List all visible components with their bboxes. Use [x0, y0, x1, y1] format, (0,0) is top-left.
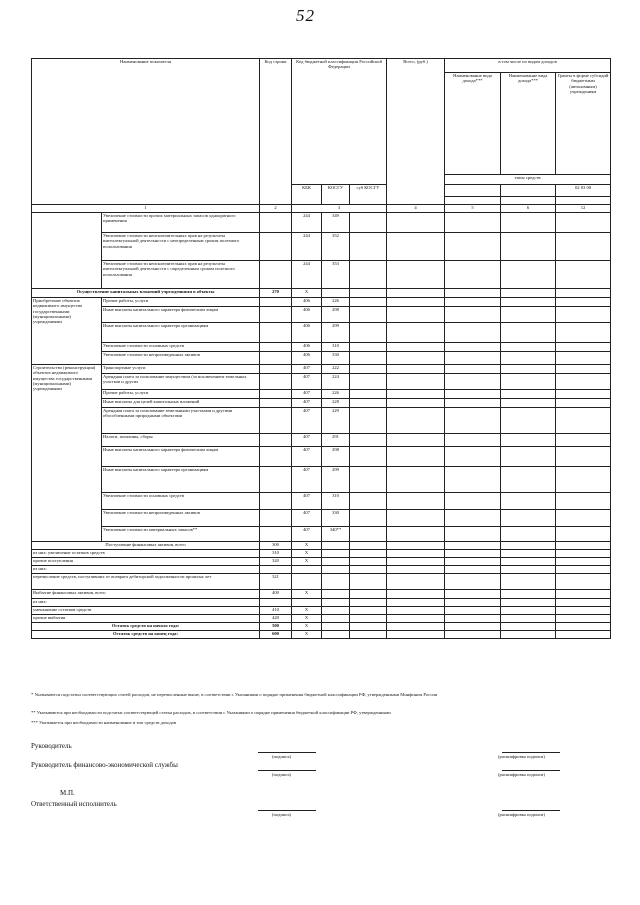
row-name: Увеличение стоимости неисключительных прав на результаты интеллектуальной деятельности с определенным сроком полезного использования [102, 261, 260, 289]
head-label: Руководитель [31, 742, 72, 750]
col-num-6: 6 [501, 205, 556, 213]
income-type-2: Наименование вида дохода*** [501, 73, 556, 175]
row-name: Иные выплаты капитального характера физическим лицам [102, 447, 260, 467]
col-total-header: Всего, (руб.) [387, 59, 445, 205]
row-name: из них: [32, 566, 260, 574]
col-num-3: 3 [292, 205, 387, 213]
row-kbr: X [292, 550, 322, 558]
col-code-header: Код строки [260, 59, 292, 205]
income-grants: Гранты в форме субсидий бюджетным (автономным) учреждениям [556, 73, 611, 175]
row-kbr: 407 [292, 447, 322, 467]
type-code: 02 03 00 [556, 185, 611, 197]
row-kbr: 407 [292, 434, 322, 447]
row-name: Налоги, пошлины, сборы [102, 434, 260, 447]
row-name: Увеличение стоимости материальных запасов** [102, 527, 260, 542]
row-code: 310 [260, 550, 292, 558]
row-name: перечисление средств, поступивших от возврата дебиторской задолженности прошлых лет [32, 574, 260, 590]
row-kbr: 407 [292, 408, 322, 434]
sign-caption: (подпись) [272, 772, 292, 777]
row-kbr: 406 [292, 352, 322, 365]
row-kosgu: 298 [322, 447, 350, 467]
row-kbr: X [292, 542, 322, 550]
row-kosgu: 349 [322, 213, 350, 233]
row-name: Увеличение стоимости неисключительных прав на результаты интеллектуальной деятельности с неопределенным сроком полезного использования [102, 233, 260, 261]
row-code: 320 [260, 558, 292, 566]
row-name: Арендная плата за пользование земельными участками и другими обособленными природными объектами [102, 408, 260, 434]
col-indicator-header: Наименование показателя [32, 59, 260, 205]
row-code: 500 [260, 623, 292, 631]
decode-line [502, 752, 560, 753]
budget-table [31, 58, 611, 639]
stamp-label: М.П. [60, 789, 75, 797]
row-kbr: 244 [292, 261, 322, 289]
row-kbr: X [292, 590, 322, 599]
fin-head-label: Руководитель финансово-экономической службы [31, 761, 178, 769]
col-num-1: 1 [32, 205, 260, 213]
row-name: Поступление финансовых активов, всего [32, 542, 260, 550]
row-kbr: 407 [292, 390, 322, 399]
blank-cell [556, 197, 611, 205]
col-num-2: 2 [260, 205, 292, 213]
signature-line [258, 810, 316, 811]
row-name: Прочие работы, услуги [102, 390, 260, 399]
type-cell [445, 185, 501, 197]
group-label-construction: Строительство (реконструкция) объектов недвижимого имущества государственными (муниципальными) учреждениями [32, 365, 102, 542]
row-kbr: X [292, 631, 322, 639]
row-kosgu: 330 [322, 510, 350, 527]
row-code: 410 [260, 607, 292, 615]
income-type-1: Наименование вида дохода*** [445, 73, 501, 175]
row-kosgu: 226 [322, 390, 350, 399]
row-name: Иные выплаты для целей капитальных вложений [102, 399, 260, 408]
row-kosgu: 291 [322, 434, 350, 447]
row-kbr: 407 [292, 365, 322, 374]
row-kosgu: 226 [322, 298, 350, 307]
type-cell [501, 185, 556, 197]
row-name: Иные выплаты капитального характера организациям [102, 323, 260, 343]
row-kosgu: 229 [322, 408, 350, 434]
executor-label: Ответственный исполнитель [31, 800, 117, 808]
row-kosgu: 353 [322, 261, 350, 289]
row-code: 400 [260, 590, 292, 599]
row-kbr: 406 [292, 343, 322, 352]
row-name: из них: [32, 599, 260, 607]
decode-line [502, 810, 560, 811]
types-label: типы средств [445, 175, 611, 185]
row-name: Увеличение стоимости основных средств [102, 343, 260, 352]
blank-cell [445, 197, 501, 205]
row-kosgu: 330 [322, 352, 350, 365]
col-num-12: 12 [556, 205, 611, 213]
row-name: уменьшение остатков средств [32, 607, 260, 615]
row-name: Увеличение стоимости непроизведенных активов [102, 510, 260, 527]
row-kbr: 407 [292, 467, 322, 493]
row-kosgu: 228 [322, 399, 350, 408]
group-label-acquisition: Приобретение объектов недвижимого имущества государственными (муниципальными) учреждениями [32, 298, 102, 365]
row-kosgu: 298 [322, 307, 350, 323]
kosgu-header: КОСГУ [322, 185, 350, 205]
row-kbr: 244 [292, 213, 322, 233]
row-code: 321 [260, 574, 292, 590]
row-kbr: X [292, 289, 322, 298]
row-name: Иные выплаты капитального характера организациям [102, 467, 260, 493]
row-name: Иные выплаты капитального характера физическим лицам [102, 307, 260, 323]
row-kbr: X [292, 558, 322, 566]
row-kosgu: 299 [322, 323, 350, 343]
row-name: из них: увеличение остатков средств [32, 550, 260, 558]
row-kosgu: 222 [322, 365, 350, 374]
signature-line [258, 752, 316, 753]
row-kosgu: 352 [322, 233, 350, 261]
decode-caption: (расшифровка подписи) [498, 812, 545, 817]
row-name: прочие поступления [32, 558, 260, 566]
group-cell [32, 213, 102, 289]
footnote-2: ** Указываются при необходимости подстатьи соответствующей статьи расходов, в соответствии с Указаниями о порядке применения бюджетной классификации РФ, утвержденными [31, 710, 391, 715]
row-name: Увеличение стоимости основных средств [102, 493, 260, 510]
decode-caption: (расшифровка подписи) [498, 772, 545, 777]
row-kbr: 407 [292, 527, 322, 542]
kbr-header: КБК [292, 185, 322, 205]
row-kbr: 407 [292, 493, 322, 510]
sign-caption: (подпись) [272, 812, 292, 817]
incl-header: в том числе по видам доходов [445, 59, 611, 73]
row-kosgu: 310 [322, 343, 350, 352]
row-kbr: 407 [292, 374, 322, 390]
row-kbr: 407 [292, 510, 322, 527]
row-name: прочие выбытия [32, 615, 260, 623]
row-name: Осуществление капитальных вложений учреждениями в объекты [32, 289, 260, 298]
row-name: Арендная плата за пользование имуществом (за исключением земельных участков и других [102, 374, 260, 390]
row-kbr: X [292, 615, 322, 623]
subkosgu-header: суб КОСГУ [350, 185, 387, 205]
row-kbr: X [292, 607, 322, 615]
row-name: Увеличение стоимости прочих материальных запасов однократного применения [102, 213, 260, 233]
row-kosgu: 340** [322, 527, 350, 542]
row-kosgu: 224 [322, 374, 350, 390]
row-code: 270 [260, 289, 292, 298]
decode-line [502, 770, 560, 771]
col-num-5: 5 [445, 205, 501, 213]
col-bcc-header: Код бюджетной классификации Российской Федерации [292, 59, 387, 185]
sign-caption: (подпись) [272, 754, 292, 759]
row-name: Увеличение стоимости непроизведенных активов [102, 352, 260, 365]
row-kbr: 244 [292, 233, 322, 261]
col-num-4: 4 [387, 205, 445, 213]
row-code: 300 [260, 542, 292, 550]
row-kbr: 406 [292, 307, 322, 323]
row-kbr: 406 [292, 323, 322, 343]
row-name: Остаток средств на конец года: [32, 631, 260, 639]
row-code: 420 [260, 615, 292, 623]
row-kbr: X [292, 623, 322, 631]
row-name: Остаток средств на начало года: [32, 623, 260, 631]
row-kbr: 407 [292, 399, 322, 408]
row-code: 600 [260, 631, 292, 639]
row-name: Транспортные услуги [102, 365, 260, 374]
footnote-1: * Указываются подстатьи соответствующих статей расходов, не перечисленные выше, в соответствии с Указаниями о порядке применения бюджетной классификации РФ, утвержденными Минфином России [31, 692, 438, 697]
row-kosgu: 310 [322, 493, 350, 510]
blank-cell [501, 197, 556, 205]
signature-line [258, 770, 316, 771]
decode-caption: (расшифровка подписи) [498, 754, 545, 759]
row-kosgu: 299 [322, 467, 350, 493]
row-name: Выбытие финансовых активов, всего [32, 590, 260, 599]
row-kbr: 406 [292, 298, 322, 307]
footnote-3: *** Указывается при необходимости наименование и тип средств доходов [31, 720, 177, 725]
page-number: 52 [296, 6, 315, 25]
row-name: Прочие работы, услуги [102, 298, 260, 307]
